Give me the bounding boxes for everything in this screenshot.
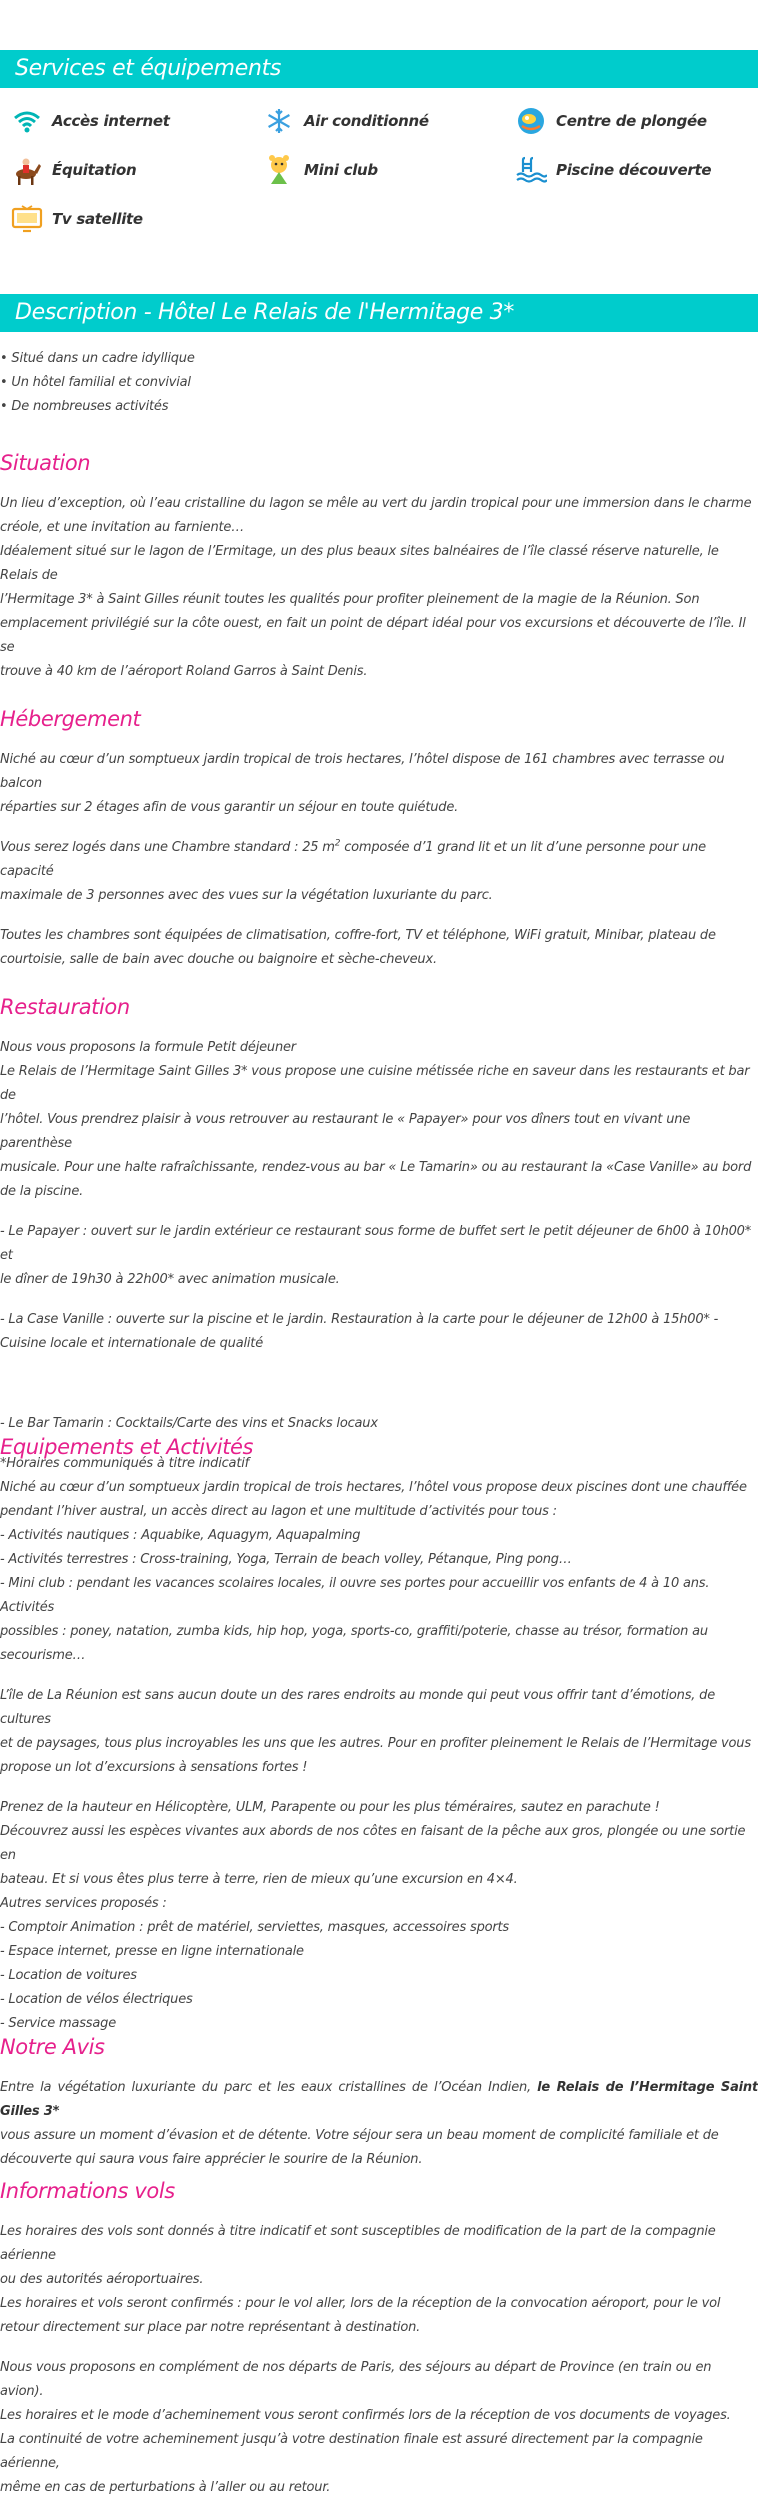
service-item-internet bbox=[10, 104, 170, 138]
hebergement-paragraph-3: Toutes les chambres sont équipées de climatisation, coffre-fort, TV et téléphone, WiFi gratuit, Minibar, plateau de courtoisie, salle de bain avec douche ou baignoire et sèche-cheveux. bbox=[0, 928, 716, 967]
situation-text bbox=[0, 492, 758, 684]
room-superscript: 2 bbox=[334, 838, 341, 849]
service-item-pool bbox=[514, 153, 711, 187]
service-label: Mini club bbox=[304, 161, 378, 179]
hebergement-text bbox=[0, 748, 758, 972]
equipements-paragraph-1: Niché au cœur d’un somptueux jardin tropical de trois hectares, l’hôtel vous propose deux piscines dont une chauffée pendant l’hiver austral, un accès direct au lagon et une multitude d’activités pour tous : - Activités nautiques : Aquabike, Aquagym, Aquapalming - Activités terrestres : Cross-training, Yoga, Terrain de beach volley, Pétanque, Ping pong… - Mini club : pendant les vacances scolaires locales, il ouvre ses portes pour accueillir vos enfants de 4 à 10 ans. Activités possibles : poney, natation, zumba kids, hip hop, yoga, sports-co, graffiti/poterie, chasse au trésor, formation au secourisme… bbox=[0, 1480, 747, 1663]
wifi-icon bbox=[10, 104, 44, 138]
kids-club-icon bbox=[262, 153, 296, 187]
description-bullets bbox=[0, 347, 758, 419]
description-banner bbox=[0, 294, 758, 332]
bullet-list: • Situé dans un cadre idyllique • Un hôtel familial et convivial • De nombreuses activités bbox=[0, 351, 195, 414]
situation-paragraph: Un lieu d’exception, où l’eau cristalline du lagon se mêle au vert du jardin tropical pour une immersion dans le charme créole, et une invitation au farniente… Idéalement situé sur le lagon de l’Ermitage, un des plus beaux sites balnéaires de l’île classé réserve naturelle, le Relais de l’Hermitage 3* à Saint Gilles réunit toutes les qualités pour profiter pleinement de la magie de la Réunion. Son emplacement privilégié sur la côte ouest, en fait un point de départ idéal pour vos excursions et découverte de l’île. Il se trouve à 40 km de l’aéroport Roland Garros à Saint Denis. bbox=[0, 496, 752, 679]
service-label: Équitation bbox=[52, 161, 137, 179]
situation-heading: Situation bbox=[0, 451, 91, 475]
pool-icon bbox=[514, 153, 548, 187]
equipements-paragraph-3: Prenez de la hauteur en Hélicoptère, ULM, Parapente ou pour les plus téméraires, sautez en parachute ! Découvrez aussi les espèces vivantes aux abords de nos côtes en faisant de la pêche aux gros, plongée ou une sortie en bateau. Et si vous êtes plus terre à terre, rien de mieux qu’une excursion en 4×4. Autres services proposés : - Comptoir Animation : prêt de matériel, serviettes, masques, accessoires sports - Espace internet, presse en ligne internationale - Location de voitures - Location de vélos électriques - Service massage bbox=[0, 1800, 746, 2031]
restauration-paragraph-2: - Le Papayer : ouvert sur le jardin extérieur ce restaurant sous forme de buffet sert le petit déjeuner de 6h00 à 10h00* et le dîner de 19h30 à 22h00* avec animation musicale. bbox=[0, 1224, 752, 1287]
service-label: Centre de plongée bbox=[556, 112, 707, 130]
service-item-ac bbox=[262, 104, 429, 138]
vols-text bbox=[0, 2220, 758, 2500]
services-heading: Services et équipements bbox=[15, 56, 282, 81]
equipements-heading: Equipements et Activités bbox=[0, 1435, 254, 1459]
hotel-name-bold: le Relais de l’Hermitage Saint Gilles 3* bbox=[0, 2080, 758, 2119]
avis-paragraph bbox=[0, 2076, 758, 2172]
vols-heading: Informations vols bbox=[0, 2179, 175, 2203]
restauration-footnote: *Horaires communiqués à titre indicatif bbox=[0, 1456, 250, 1471]
avis-text-a: Entre la végétation luxuriante du parc et les eaux cristallines de l’Océan Indien, bbox=[0, 2080, 538, 2095]
equipements-paragraph-2: L’île de La Réunion est sans aucun doute un des rares endroits au monde qui peut vous offrir tant d’émotions, de cultures et de paysages, tous plus incroyables les uns que les autres. Pour en profiter pleinement le Relais de l’Hermitage vous propose un lot d’excursions à sensations fortes ! bbox=[0, 1688, 751, 1775]
room-text-a: Vous serez logés dans une Chambre standard : 25 m bbox=[0, 840, 335, 855]
tv-icon bbox=[10, 202, 44, 236]
services-banner bbox=[0, 50, 758, 88]
service-label: Accès internet bbox=[52, 112, 170, 130]
avis-text-b: vous assure un moment d’évasion et de détente. Votre séjour sera un beau moment de complicité familiale et de découverte qui saura vous faire apprécier le sourire de la Réunion. bbox=[0, 2128, 719, 2167]
service-item-tv bbox=[10, 202, 143, 236]
equipements-text bbox=[0, 1476, 758, 2036]
diving-icon bbox=[514, 104, 548, 138]
restauration-paragraph-1: Nous vous proposons la formule Petit déjeuner Le Relais de l’Hermitage Saint Gilles 3* vous propose une cuisine métissée riche en saveur dans les restaurants et bar de l’hôtel. Vous prendrez plaisir à vous retrouver au restaurant le « Papayer» pour vos dîners tout en vivant une parenthèse musicale. Pour une halte rafraîchissante, rendez-vous au bar « Le Tamarin» ou au restaurant la «Case Vanille» au bord de la piscine. bbox=[0, 1040, 752, 1199]
description-heading: Description - Hôtel Le Relais de l'Hermitage 3* bbox=[15, 300, 515, 325]
hebergement-heading: Hébergement bbox=[0, 707, 141, 731]
service-item-horse bbox=[10, 153, 136, 187]
service-label: Tv satellite bbox=[52, 210, 143, 228]
hebergement-paragraph-1: Niché au cœur d’un somptueux jardin tropical de trois hectares, l’hôtel dispose de 161 chambres avec terrasse ou balcon réparties sur 2 étages afin de vous garantir un séjour en toute quiétude. bbox=[0, 752, 725, 815]
snowflake-icon bbox=[262, 104, 296, 138]
hebergement-paragraph-2 bbox=[0, 836, 758, 908]
restauration-heading: Restauration bbox=[0, 995, 130, 1019]
restauration-paragraph-3: - La Case Vanille : ouverte sur la piscine et le jardin. Restauration à la carte pour le déjeuner de 12h00 à 15h00* - Cuisine locale et internationale de qualité bbox=[0, 1312, 719, 1351]
avis-heading: Notre Avis bbox=[0, 2035, 105, 2059]
avis-text bbox=[0, 2076, 758, 2172]
vols-paragraph-2: Nous vous proposons en complément de nos départs de Paris, des séjours au départ de Province (en train ou en avion). Les horaires et le mode d’acheminement vous seront confirmés lors de la réception de vos documents de voyages. La continuité de votre acheminement jusqu’à votre destination finale est assuré directement par la compagnie aérienne, même en cas de perturbations à l’aller ou au retour. bbox=[0, 2360, 731, 2495]
service-item-miniclub bbox=[262, 153, 378, 187]
restauration-paragraph-4: - Le Bar Tamarin : Cocktails/Carte des vins et Snacks locaux bbox=[0, 1416, 378, 1431]
service-label: Air conditionné bbox=[304, 112, 429, 130]
horse-riding-icon bbox=[10, 153, 44, 187]
service-label: Piscine découverte bbox=[556, 161, 712, 179]
restauration-text bbox=[0, 1036, 758, 1476]
room-text-b: composée d’1 grand lit et un lit d’une personne pour une capacité maximale de 3 personnes avec des vues sur la végétation luxuriante du parc. bbox=[0, 840, 706, 903]
service-item-diving bbox=[514, 104, 707, 138]
vols-paragraph-1: Les horaires des vols sont donnés à titre indicatif et sont susceptibles de modification de la part de la compagnie aérienne ou des autorités aéroportuaires. Les horaires et vols seront confirmés : pour le vol aller, lors de la réception de la convocation aéroport, pour le vol retour directement sur place par notre représentant à destination. bbox=[0, 2224, 721, 2335]
